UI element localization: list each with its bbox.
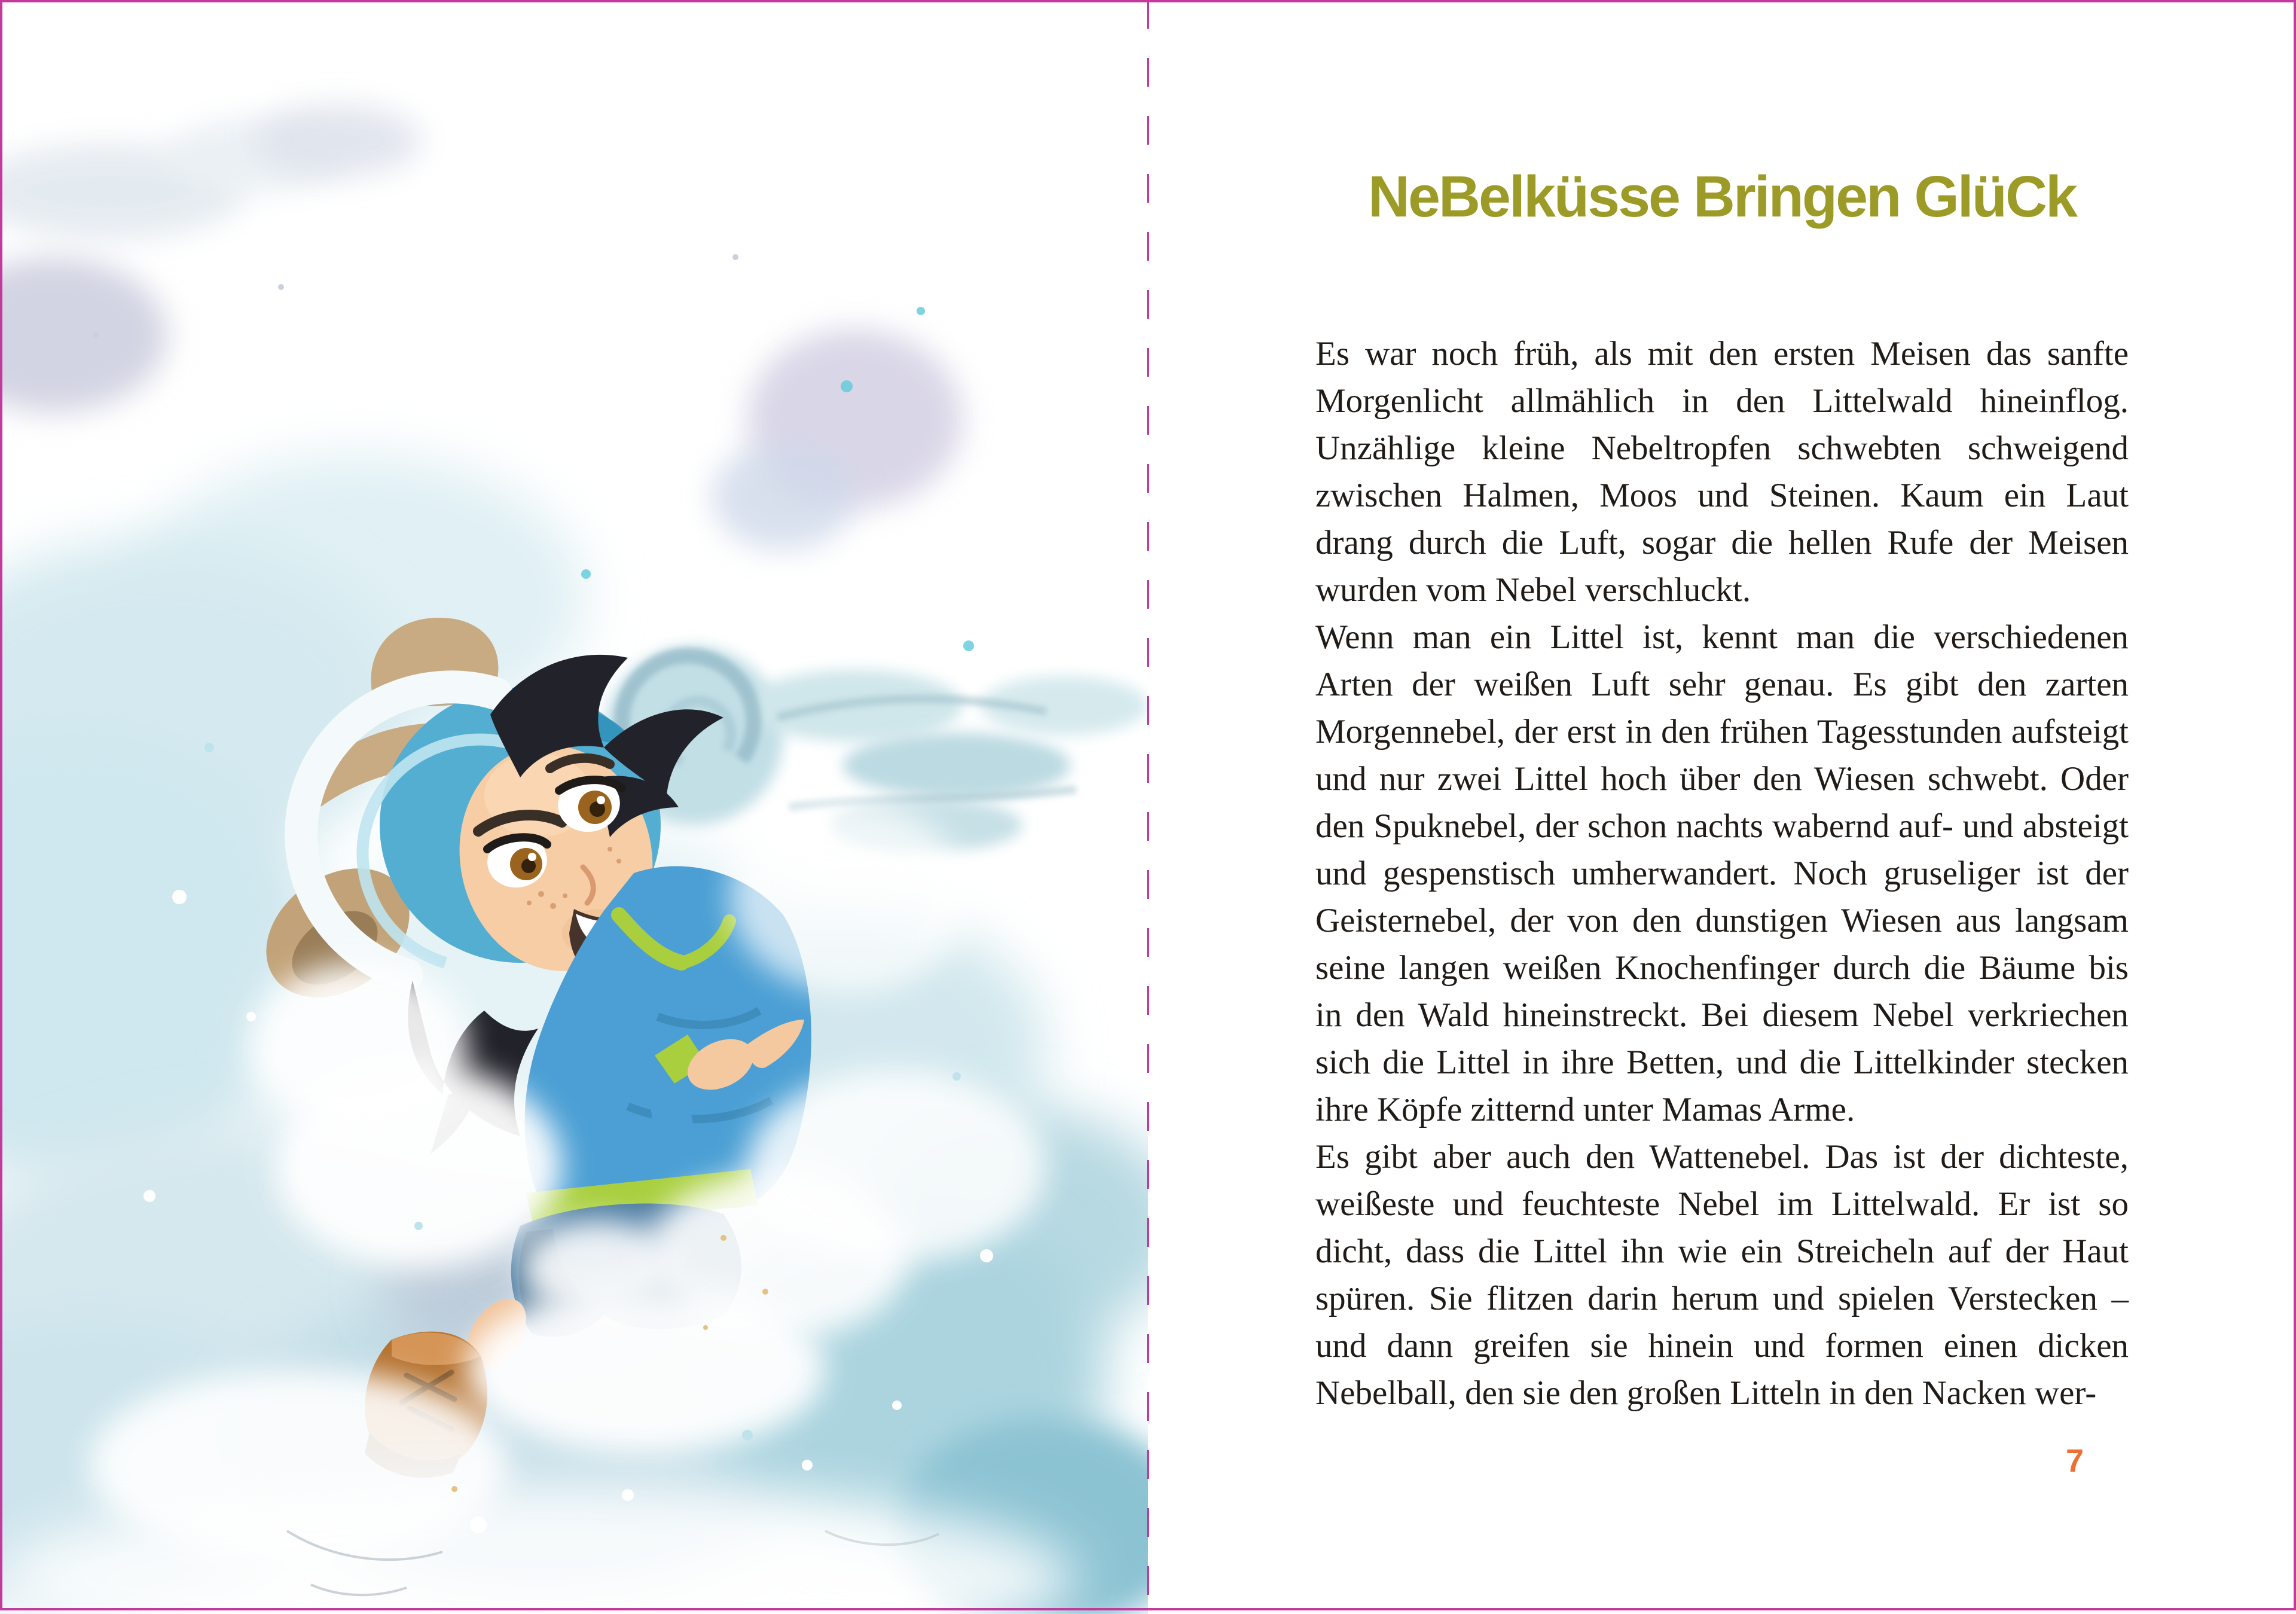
body-text [1315,330,2129,1417]
chapter-title: NeBelküsse Bringen GlüCk [1368,164,2076,229]
page-fold-dashed-line [1147,0,1149,1614]
page-number: 7 [2065,1443,2084,1479]
paragraph-1: Es war noch früh, als mit den ersten Meisen das sanfte Morgenlicht allmählich in den Littelwald hineinflog. Unzählige kleine Nebeltropfen schwebten schweigend zwischen Halmen, Moos und Steinen. Kaum ein Laut drang durch die Luft, sogar die hellen Rufe der Meisen wurden vom Nebel verschluckt. [1315,335,2129,609]
paragraph-2: Wenn man ein Littel ist, kennt man die verschiedenen Arten der weißen Luft sehr genau. Es gibt den zarten Morgennebel, der erst in den frühen Tagesstunden aufsteigt und nur zwei Littel hoch über den Wiesen schwebt. Oder den Spuknebel, der schon nachts wabernd auf- und absteigt und gespenstisch umherwandert. Noch gruseliger ist der Geisternebel, der von den dunstigen Wiesen aus langsam seine langen weißen Knochenfinger durch die Bäume bis in den Wald hineinstreckt. Bei diesem Nebel verkriechen sich die Littel in ihre Betten, und die Littelkinder stecken ihre Köpfe zitternd unter Mamas Arme. [1315,618,2129,1128]
paragraph-3: Es gibt aber auch den Wattenebel. Das ist der dichteste, weißeste und feuchteste Nebel im Littelwald. Er ist so dicht, dass die Littel ihn wie ein Streicheln auf der Haut spüren. Sie flitzen darin herum und spielen Verstecken – und dann greifen sie hinein und formen einen dicken Nebelball, den sie den großen Litteln in den Nacken wer- [1315,1138,2129,1412]
